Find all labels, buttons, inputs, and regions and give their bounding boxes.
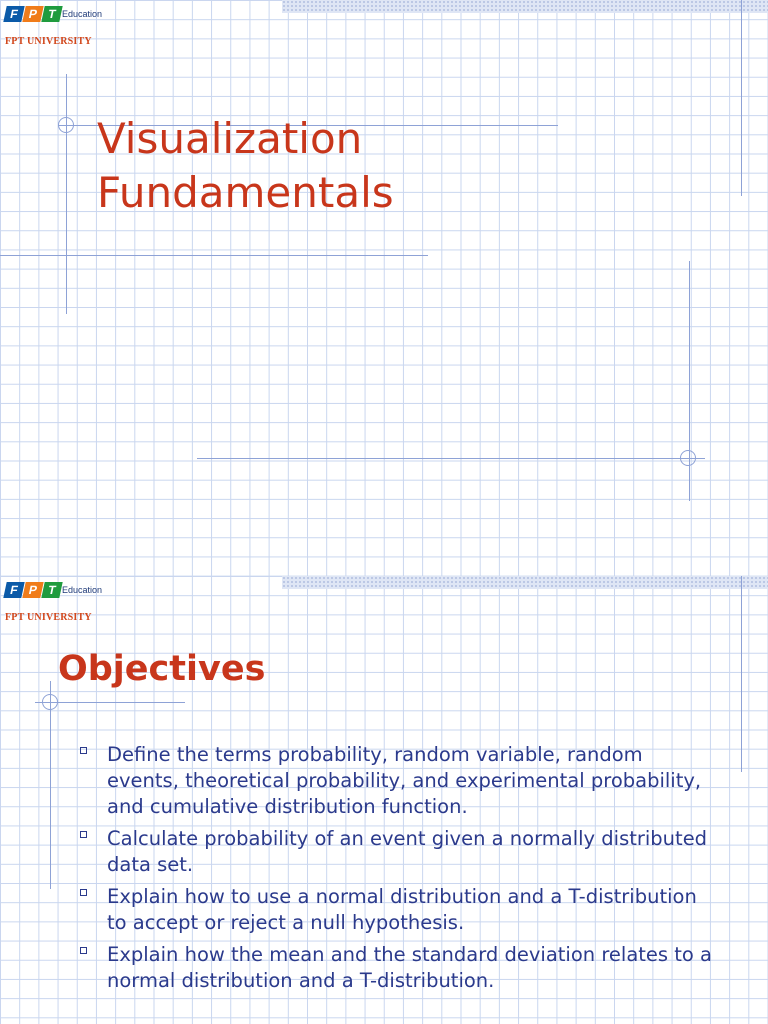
title-line-1: Visualization — [97, 114, 363, 163]
decorative-band — [282, 576, 768, 589]
logo-university-text: FPT UNIVERSITY — [5, 612, 92, 623]
slide-title-text: Objectives — [58, 649, 266, 689]
list-item — [76, 942, 716, 994]
fpt-logo-mark — [5, 582, 61, 598]
fpt-logo-mark — [5, 6, 61, 22]
title-line-2: Fundamentals — [97, 168, 394, 217]
fpt-logo — [5, 582, 145, 624]
slide-objectives — [0, 576, 768, 1024]
list-item — [76, 742, 716, 820]
decor-ring — [42, 694, 58, 710]
decorative-band — [282, 0, 768, 13]
square-bullet-icon — [80, 747, 87, 754]
list-item — [76, 884, 716, 936]
decor-ring — [680, 450, 696, 466]
logo-letter-t: T — [41, 582, 62, 598]
list-item-text: Explain how to use a normal distribution and a T-distribution to accept or reject a null hypothesis. — [107, 885, 697, 934]
square-bullet-icon — [80, 947, 87, 954]
square-bullet-icon — [80, 889, 87, 896]
logo-letter-p: P — [22, 6, 43, 22]
list-item — [76, 826, 716, 878]
decor-horizontal-line — [0, 255, 428, 256]
list-item-text: Explain how the mean and the standard deviation relates to a normal distribution and a T-distribution. — [107, 943, 713, 992]
objectives-list — [76, 742, 716, 1000]
fpt-logo — [5, 6, 145, 48]
logo-letter-t: T — [41, 6, 62, 22]
decor-horizontal-line — [197, 458, 705, 459]
logo-education-text: Education — [62, 9, 103, 19]
logo-university-text: FPT UNIVERSITY — [5, 36, 92, 47]
list-item-text: Calculate probability of an event given a normally distributed data set. — [107, 827, 708, 876]
logo-education-text: Education — [62, 585, 103, 595]
decor-vertical-line — [50, 681, 51, 889]
decor-ring — [58, 117, 74, 133]
decor-vertical-line — [66, 74, 67, 314]
square-bullet-icon — [80, 831, 87, 838]
logo-letter-f: F — [3, 6, 24, 22]
decor-vertical-line — [741, 0, 742, 196]
slide-title-text — [97, 112, 577, 220]
logo-letter-f: F — [3, 582, 24, 598]
decor-vertical-line — [741, 576, 742, 772]
logo-letter-p: P — [22, 582, 43, 598]
list-item-text: Define the terms probability, random variable, random events, theoretical probability, and experimental probability, and cumulative distribution function. — [107, 743, 702, 818]
